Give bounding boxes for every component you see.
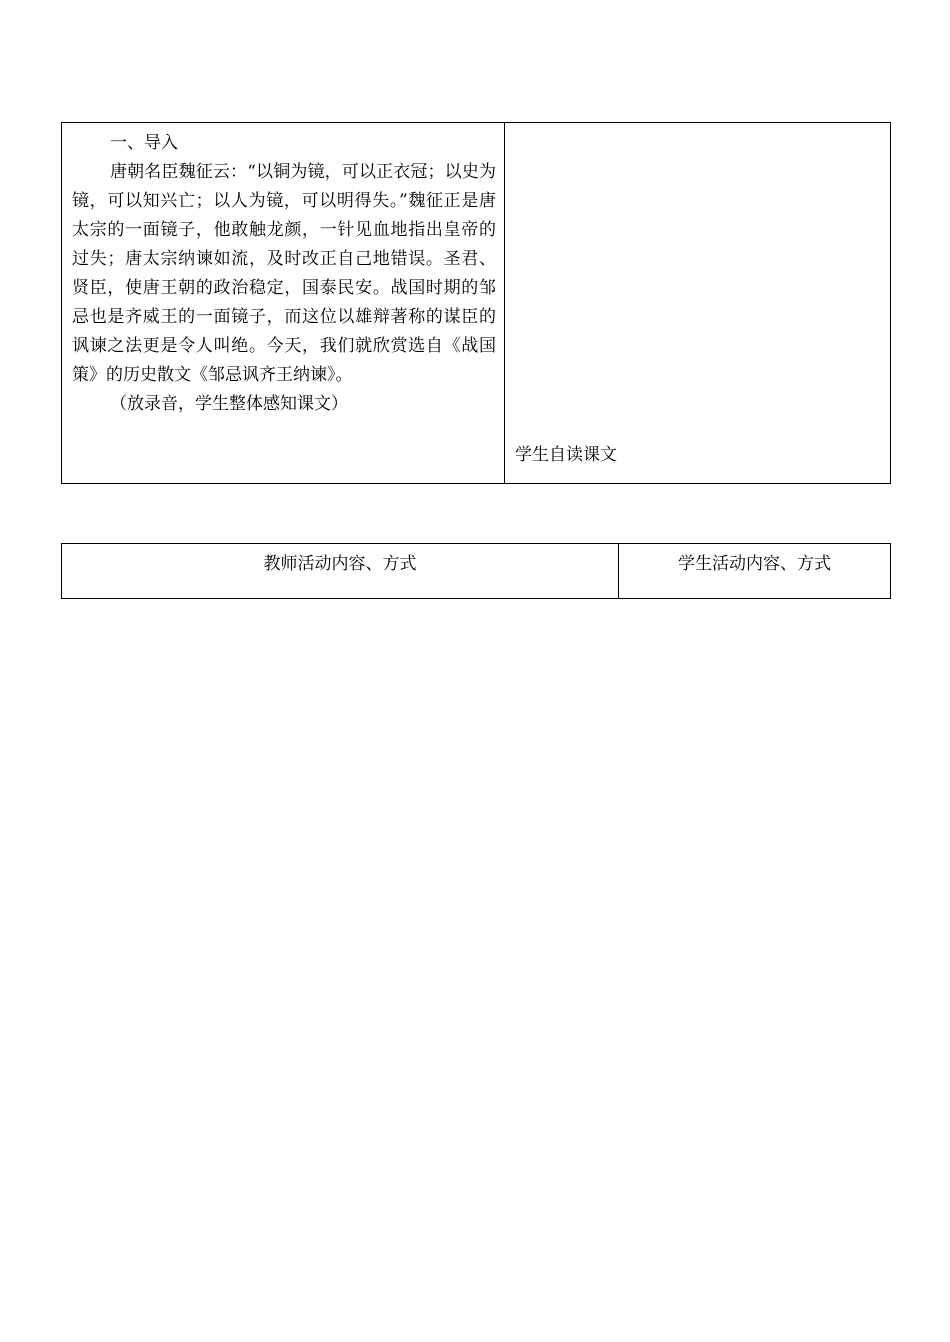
recording-note: （放录音，学生整体感知课文）: [110, 394, 348, 414]
section-heading: 一、导入: [110, 133, 178, 153]
teacher-activity-cell: [72, 129, 496, 419]
student-activity-header: 学生活动内容、方式: [678, 554, 831, 574]
activity-header-table: [61, 543, 891, 599]
student-activity-text: 学生自读课文: [515, 445, 617, 465]
column-divider: [504, 123, 505, 483]
intro-paragraph: 唐朝名臣魏征云：“以铜为镜，可以正衣冠；以史为镜，可以知兴亡；以人为镜，可以明得失。”魏征正是唐太宗的一面镜子，他敢触龙颜，一针见血地指出皇帝的过失；唐太宗纳谏如流，及时改正自己地错误。圣君、贤臣，使唐王朝的政治稳定，国泰民安。战国时期的邹忌也是齐威王的一面镜子，而这位以雄辩著称的谋臣的讽谏之法更是令人叫绝。今天，我们就欣赏选自《战国策》的历史散文《邹忌讽齐王纳谏》。: [72, 162, 496, 385]
lesson-table: [61, 122, 891, 484]
teacher-activity-header: 教师活动内容、方式: [263, 554, 417, 574]
